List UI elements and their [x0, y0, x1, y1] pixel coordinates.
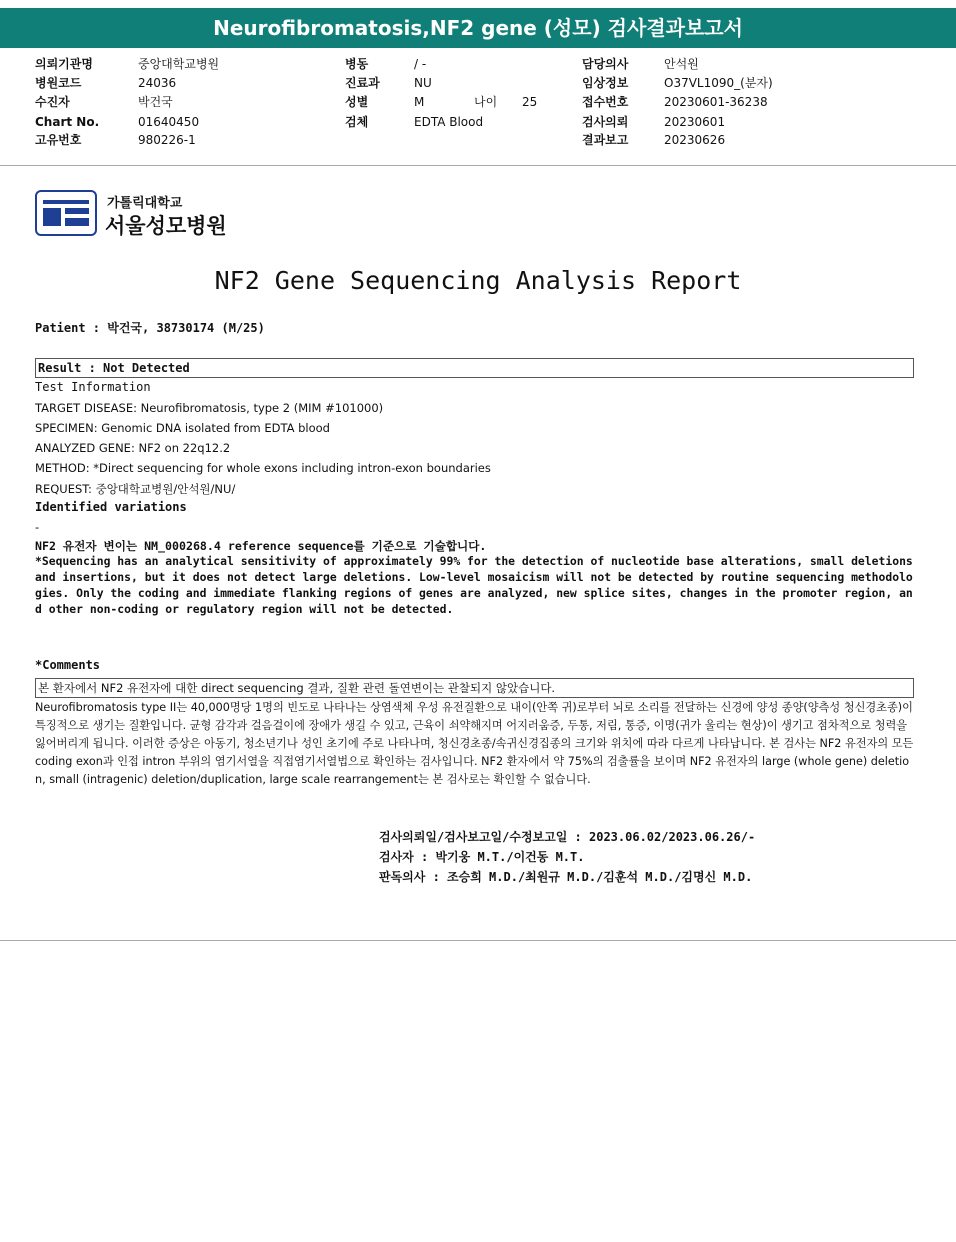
- specimen: SPECIMEN: Genomic DNA isolated from EDTA blood: [35, 421, 330, 435]
- header-value: NU: [414, 76, 432, 90]
- header-label: 진료과: [345, 76, 380, 90]
- signature-dates: 검사의뢰일/검사보고일/수정보고일 : 2023.06.02/2023.06.26/-: [379, 830, 756, 844]
- patient-line: Patient : 박건국, 38730174 (M/25): [35, 321, 265, 335]
- header-label: 검체: [345, 115, 369, 129]
- header-value: 980226-1: [138, 133, 196, 147]
- header-label: 결과보고: [582, 133, 629, 147]
- header-value: 01640450: [138, 115, 200, 129]
- result-text: Result : Not Detected: [38, 361, 190, 375]
- header-label: 의뢰기관명: [35, 57, 93, 71]
- header-value: 중앙대학교병원: [138, 57, 220, 71]
- header-col2: [345, 55, 380, 131]
- header-col3-values: [664, 55, 773, 149]
- request: REQUEST: 중앙대학교병원/안석원/NU/: [35, 482, 236, 496]
- header-label: 수진자: [35, 95, 70, 109]
- header-col1-values: [138, 55, 219, 149]
- target-disease: TARGET DISEASE: Neurofibromatosis, type 2 (MIM #101000): [35, 401, 384, 415]
- signature-technicians: 검사자 : 박기웅 M.T./이건동 M.T.: [379, 850, 585, 864]
- method: METHOD: *Direct sequencing for whole exons including intron-exon boundaries: [35, 461, 491, 475]
- header-value: / -: [414, 57, 427, 71]
- sensitivity-note: *Sequencing has an analytical sensitivity of approximately 99% for the detection of nucleotide base alterations, small deletions and insertions, but it does not detect large deletions. Low-level mosaicism will not be detected by routine sequencing methodologies. Only the coding and immediate flanking regions of genes are analyzed, new splice sites, changes in the promoter region, and other non-coding or regulatory region will not be detected.: [35, 554, 913, 616]
- age-label: 나이: [474, 95, 498, 109]
- header-label: 병동: [345, 57, 369, 71]
- header-label: 검사의뢰: [582, 115, 629, 129]
- header-value: 20230601: [664, 115, 726, 129]
- header-col2-values: [414, 55, 483, 131]
- footer-divider: [0, 940, 956, 941]
- header-label: 접수번호: [582, 95, 629, 109]
- test-info-heading: Test Information: [35, 380, 151, 394]
- comment-body: Neurofibromatosis type II는 40,000명당 1명의 빈도로 나타나는 상염색체 우성 유전질환으로 내이(안쪽 귀)로부터 뇌로 소리를 전달하는 신경에 양성 종양(양측성 청신경초종)이 특징적으로 생기는 질환입니다. 균형 감각과 걸음걸이에 장애가 생길 수 있고, 근육이 쇠약해지며 어지러움증, 두통, 저림, 통증, 이명(귀가 울리는 현상)이 생기고 점차적으로 청력을 잃어버리게 됩니다. 이러한 증상은 아동기, 청소년기나 성인 초기에 주로 나타나며, 청신경초종/속귀신경집종의 크기와 위치에 따라 다르게 나타납니다. 본 검사는 NF2 유전자의 모든 coding exon과 인접 intron 부위의 염기서열을 직접염기서열법으로 확인하는 검사입니다. NF2 환자에서 약 75%의 검출률을 보이며 NF2 유전자의 large (whole gene) deletion, small (intragenic) deletion/duplication, large scale rearrangement는 본 검사로는 확인할 수 없습니다.: [35, 701, 914, 786]
- header-label: 병원코드: [35, 76, 82, 90]
- header-col1: [35, 55, 99, 149]
- header-value: 20230626: [664, 133, 726, 147]
- hospital-name-line1: 가톨릭대학교: [107, 196, 183, 211]
- header-label: 임상정보: [582, 76, 629, 90]
- header-value: O37VL1090_(분자): [664, 76, 773, 90]
- header-value: 20230601-36238: [664, 95, 768, 109]
- identified-heading: Identified variations: [35, 500, 187, 514]
- identified-value: -: [35, 520, 40, 534]
- header-value: 24036: [138, 76, 177, 90]
- header-label: 고유번호: [35, 133, 82, 147]
- comments-heading: *Comments: [35, 658, 101, 672]
- header-value: EDTA Blood: [414, 115, 484, 129]
- comment-box-text: 본 환자에서 NF2 유전자에 대한 direct sequencing 결과, 질환 관련 돌연변이는 관찰되지 않았습니다.: [38, 681, 556, 695]
- header-label: 담당의사: [582, 57, 629, 71]
- hospital-name-line2: 서울성모병원: [105, 214, 227, 238]
- report-banner-title: Neurofibromatosis,NF2 gene (성모) 검사결과보고서: [0, 8, 956, 48]
- analyzed-gene: ANALYZED GENE: NF2 on 22q12.2: [35, 441, 231, 455]
- reference-note: NF2 유전자 변이는 NM_000268.4 reference sequence를 기준으로 기술합니다.: [35, 539, 487, 553]
- header-divider: [0, 165, 956, 166]
- age-value: 25: [522, 95, 538, 109]
- report-title: NF2 Gene Sequencing Analysis Report: [214, 266, 742, 295]
- hospital-emblem-icon: [35, 190, 97, 236]
- header-value: 안석원: [664, 57, 699, 71]
- header-value: M: [414, 95, 425, 109]
- header-col3: [582, 55, 628, 149]
- header-value: 박건국: [138, 95, 173, 109]
- header-label: 성별: [345, 95, 369, 109]
- header-label: Chart No.: [35, 115, 100, 129]
- signature-physicians: 판독의사 : 조승희 M.D./최원규 M.D./김훈석 M.D./김명신 M.D.: [379, 870, 753, 884]
